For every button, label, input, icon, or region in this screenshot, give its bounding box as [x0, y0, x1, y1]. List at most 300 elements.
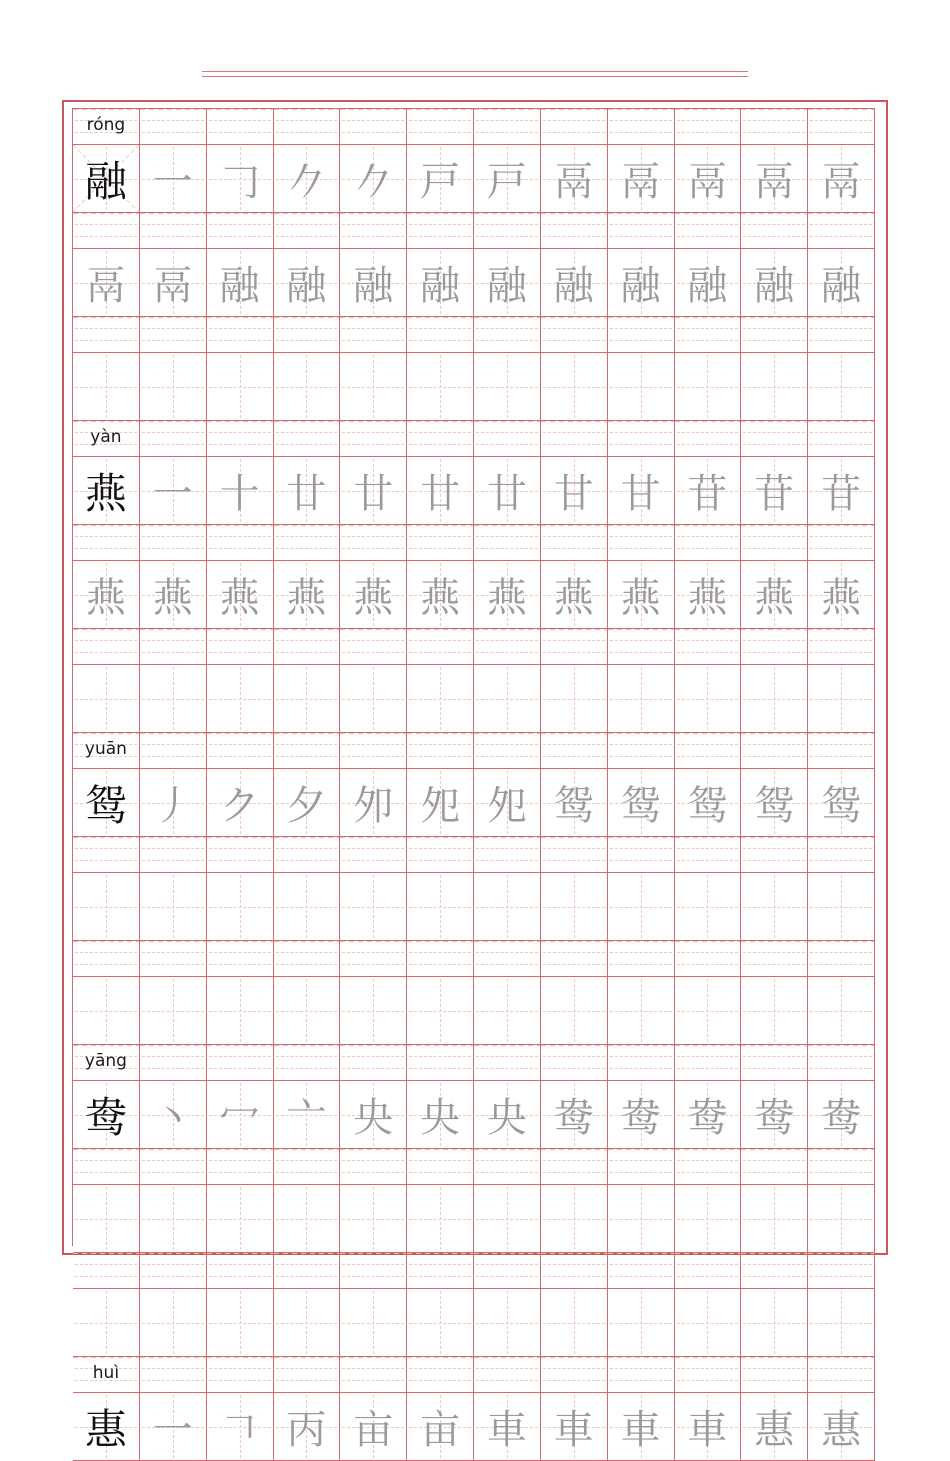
practice-cell: [207, 145, 274, 213]
practice-cell: [608, 769, 675, 837]
practice-cell: [73, 1393, 140, 1461]
practice-cell: [541, 249, 608, 317]
pinyin-cell: [207, 837, 274, 873]
practice-cell: [808, 873, 875, 941]
practice-cell: [608, 665, 675, 733]
pinyin-cell: [808, 941, 875, 977]
practice-cell: [207, 873, 274, 941]
pinyin-cell: [340, 733, 407, 769]
pinyin-cell: [675, 1357, 742, 1393]
pinyin-cell: [541, 941, 608, 977]
pinyin-cell: [140, 109, 207, 145]
pinyin-cell: [274, 213, 341, 249]
practice-cell: [140, 561, 207, 629]
stroke-order-glyph: 鸯: [821, 1095, 862, 1141]
stroke-order-glyph: 夘: [353, 783, 394, 829]
practice-cell: [741, 1185, 808, 1253]
pinyin-cell: [808, 421, 875, 457]
stroke-order-glyph: 鸳: [821, 783, 862, 829]
practice-cell: [407, 977, 474, 1045]
practice-cell: [608, 249, 675, 317]
stroke-order-glyph: 燕: [754, 575, 795, 621]
pinyin-cell: [541, 837, 608, 873]
practice-cell: [140, 457, 207, 525]
practice-cell: [741, 457, 808, 525]
pinyin-cell: [140, 1253, 207, 1289]
pinyin-cell: [140, 1149, 207, 1185]
practice-cell: [140, 873, 207, 941]
stroke-order-glyph: 廿: [286, 471, 327, 517]
pinyin-cell: [808, 1357, 875, 1393]
pinyin-cell: [274, 941, 341, 977]
pinyin-cell: [407, 1149, 474, 1185]
pinyin-cell: [741, 733, 808, 769]
pinyin-cell: [741, 1149, 808, 1185]
pinyin-cell: [340, 109, 407, 145]
stroke-order-glyph: 鬲: [754, 159, 795, 205]
practice-cell: [474, 769, 541, 837]
practice-cell: [541, 977, 608, 1045]
stroke-order-glyph: 鸳: [687, 783, 728, 829]
pinyin-label: huì: [92, 1363, 120, 1383]
practice-cell: [207, 977, 274, 1045]
practice-cell: [407, 769, 474, 837]
practice-cell: [675, 145, 742, 213]
pinyin-cell: [474, 317, 541, 353]
stroke-order-glyph: 鬲: [620, 159, 661, 205]
stroke-order-glyph: 車: [620, 1407, 661, 1453]
stroke-order-glyph: 鬲: [687, 159, 728, 205]
pinyin-cell: [340, 421, 407, 457]
stroke-order-glyph: 夕: [286, 783, 327, 829]
practice-cell: [340, 1393, 407, 1461]
pinyin-cell: [474, 629, 541, 665]
stroke-order-glyph: 甘: [620, 471, 661, 517]
pinyin-cell: [608, 1357, 675, 1393]
practice-cell: [407, 145, 474, 213]
pinyin-cell: [474, 941, 541, 977]
pinyin-cell: [207, 525, 274, 561]
stroke-order-glyph: 苷: [687, 471, 728, 517]
practice-cell: [608, 1185, 675, 1253]
pinyin-cell: [741, 421, 808, 457]
pinyin-cell: [407, 213, 474, 249]
pinyin-cell: [73, 1253, 140, 1289]
practice-cell: [274, 769, 341, 837]
pinyin-cell: [474, 1253, 541, 1289]
stroke-order-glyph: 惠: [754, 1407, 795, 1453]
pinyin-cell: [73, 1045, 140, 1081]
pinyin-cell: [741, 1045, 808, 1081]
practice-cell: [541, 1393, 608, 1461]
stroke-order-glyph: 央: [353, 1095, 394, 1141]
stroke-order-glyph: 戸: [486, 159, 527, 205]
stroke-order-glyph: 丙: [286, 1407, 327, 1453]
stroke-order-glyph: 融: [219, 263, 260, 309]
pinyin-cell: [675, 213, 742, 249]
pinyin-cell: [474, 1045, 541, 1081]
model-character: 惠: [84, 1404, 127, 1454]
pinyin-cell: [808, 1253, 875, 1289]
practice-cell: [808, 1185, 875, 1253]
stroke-order-glyph: 丿: [152, 783, 193, 829]
stroke-order-glyph: 𠂊: [286, 159, 327, 205]
stroke-order-glyph: 𠂊: [353, 159, 394, 205]
pinyin-cell: [675, 317, 742, 353]
pinyin-cell: [741, 109, 808, 145]
pinyin-cell: [474, 1357, 541, 1393]
pinyin-cell: [340, 525, 407, 561]
pinyin-cell: [541, 317, 608, 353]
practice-cell: [608, 457, 675, 525]
practice-cell: [73, 561, 140, 629]
practice-cell: [808, 561, 875, 629]
pinyin-cell: [808, 629, 875, 665]
practice-cell: [407, 1185, 474, 1253]
stroke-order-glyph: 亩: [420, 1407, 461, 1453]
practice-cell: [274, 353, 341, 421]
practice-cell: [808, 1289, 875, 1357]
pinyin-cell: [608, 317, 675, 353]
practice-cell: [474, 561, 541, 629]
pinyin-cell: [741, 1253, 808, 1289]
pinyin-cell: [73, 733, 140, 769]
practice-cell: [140, 353, 207, 421]
pinyin-cell: [407, 733, 474, 769]
stroke-order-glyph: 燕: [85, 575, 126, 621]
stroke-order-glyph: 𠃌: [219, 159, 260, 205]
stroke-order-glyph: 融: [553, 263, 594, 309]
pinyin-cell: [73, 525, 140, 561]
pinyin-cell: [741, 317, 808, 353]
practice-cell: [407, 873, 474, 941]
pinyin-cell: [608, 1253, 675, 1289]
stroke-order-glyph: 一: [152, 159, 193, 205]
practice-cell: [474, 353, 541, 421]
stroke-order-glyph: 央: [486, 1095, 527, 1141]
pinyin-cell: [608, 733, 675, 769]
practice-cell: [675, 561, 742, 629]
pinyin-cell: [808, 525, 875, 561]
model-character: 融: [84, 156, 127, 206]
stroke-order-glyph: 亩: [353, 1407, 394, 1453]
practice-cell: [608, 145, 675, 213]
stroke-order-glyph: 融: [353, 263, 394, 309]
pinyin-cell: [541, 1253, 608, 1289]
pinyin-cell: [407, 941, 474, 977]
practice-cell: [274, 665, 341, 733]
stroke-order-glyph: 鸯: [687, 1095, 728, 1141]
pinyin-cell: [808, 733, 875, 769]
pinyin-label: yuān: [84, 739, 127, 759]
practice-cell: [474, 977, 541, 1045]
practice-cell: [207, 457, 274, 525]
pinyin-cell: [474, 733, 541, 769]
practice-cell: [140, 1081, 207, 1149]
pinyin-cell: [407, 629, 474, 665]
pinyin-cell: [73, 317, 140, 353]
practice-cell: [675, 665, 742, 733]
pinyin-cell: [407, 317, 474, 353]
pinyin-cell: [340, 1045, 407, 1081]
stroke-order-glyph: 鸳: [620, 783, 661, 829]
practice-cell: [808, 145, 875, 213]
stroke-order-glyph: 車: [687, 1407, 728, 1453]
pinyin-cell: [808, 1149, 875, 1185]
pinyin-cell: [608, 421, 675, 457]
practice-cell: [73, 977, 140, 1045]
practice-cell: [340, 977, 407, 1045]
pinyin-cell: [340, 1253, 407, 1289]
pinyin-cell: [541, 109, 608, 145]
pinyin-cell: [474, 421, 541, 457]
practice-cell: [340, 665, 407, 733]
pinyin-cell: [541, 213, 608, 249]
practice-cell: [474, 457, 541, 525]
practice-cell: [474, 873, 541, 941]
pinyin-cell: [608, 941, 675, 977]
practice-cell: [407, 561, 474, 629]
stroke-order-glyph: 惠: [821, 1407, 862, 1453]
title-rule-bottom: [202, 76, 748, 77]
practice-cell: [274, 249, 341, 317]
pinyin-cell: [474, 837, 541, 873]
pinyin-cell: [808, 317, 875, 353]
pinyin-cell: [274, 109, 341, 145]
pinyin-cell: [741, 1357, 808, 1393]
pinyin-cell: [274, 317, 341, 353]
practice-cell: [407, 1081, 474, 1149]
stroke-order-glyph: 一: [152, 1407, 193, 1453]
practice-cell: [608, 977, 675, 1045]
practice-cell: [474, 249, 541, 317]
pinyin-cell: [608, 213, 675, 249]
practice-cell: [541, 665, 608, 733]
pinyin-cell: [207, 1253, 274, 1289]
model-character: 鸳: [84, 780, 127, 830]
pinyin-cell: [541, 733, 608, 769]
stroke-order-glyph: 鬲: [821, 159, 862, 205]
pinyin-cell: [675, 1045, 742, 1081]
stroke-order-glyph: 甘: [553, 471, 594, 517]
pinyin-cell: [808, 1045, 875, 1081]
practice-cell: [541, 457, 608, 525]
stroke-order-glyph: 融: [754, 263, 795, 309]
stroke-order-glyph: 鬲: [85, 263, 126, 309]
pinyin-cell: [207, 1149, 274, 1185]
stroke-order-glyph: 燕: [620, 575, 661, 621]
practice-cell: [474, 1393, 541, 1461]
pinyin-cell: [340, 1357, 407, 1393]
practice-cell: [675, 873, 742, 941]
practice-cell: [274, 1393, 341, 1461]
pinyin-cell: [340, 837, 407, 873]
practice-cell: [207, 1081, 274, 1149]
pinyin-cell: [140, 941, 207, 977]
practice-cell: [73, 1081, 140, 1149]
pinyin-cell: [207, 1357, 274, 1393]
practice-cell: [140, 977, 207, 1045]
pinyin-cell: [474, 525, 541, 561]
pinyin-cell: [140, 421, 207, 457]
pinyin-cell: [274, 733, 341, 769]
pinyin-cell: [608, 525, 675, 561]
stroke-order-glyph: 燕: [286, 575, 327, 621]
pinyin-label: yāng: [84, 1051, 127, 1071]
pinyin-cell: [274, 629, 341, 665]
practice-cell: [741, 561, 808, 629]
practice-cell: [741, 1081, 808, 1149]
practice-cell: [340, 457, 407, 525]
practice-cell: [675, 1289, 742, 1357]
stroke-order-glyph: 鸯: [553, 1095, 594, 1141]
practice-cell: [808, 1081, 875, 1149]
practice-cell: [274, 561, 341, 629]
pinyin-cell: [608, 1045, 675, 1081]
stroke-order-glyph: 燕: [353, 575, 394, 621]
pinyin-cell: [541, 1357, 608, 1393]
stroke-order-glyph: 車: [486, 1407, 527, 1453]
practice-cell: [675, 769, 742, 837]
pinyin-cell: [741, 941, 808, 977]
practice-cell: [541, 873, 608, 941]
practice-cell: [808, 769, 875, 837]
practice-cell: [741, 353, 808, 421]
practice-cell: [741, 769, 808, 837]
practice-cell: [741, 145, 808, 213]
practice-cell: [608, 561, 675, 629]
practice-cell: [140, 1185, 207, 1253]
pinyin-cell: [741, 837, 808, 873]
pinyin-cell: [140, 837, 207, 873]
pinyin-cell: [541, 629, 608, 665]
practice-cell: [675, 457, 742, 525]
pinyin-cell: [541, 1045, 608, 1081]
stroke-order-glyph: 𠃍: [219, 1407, 260, 1453]
practice-cell: [608, 1393, 675, 1461]
practice-cell: [73, 353, 140, 421]
pinyin-cell: [207, 421, 274, 457]
stroke-order-glyph: 燕: [152, 575, 193, 621]
practice-cell: [541, 1289, 608, 1357]
practice-cell: [541, 1185, 608, 1253]
pinyin-cell: [675, 941, 742, 977]
stroke-order-glyph: 鸳: [754, 783, 795, 829]
pinyin-cell: [474, 213, 541, 249]
practice-grid: [72, 108, 875, 1454]
practice-cell: [675, 1081, 742, 1149]
pinyin-cell: [207, 941, 274, 977]
stroke-order-glyph: 融: [486, 263, 527, 309]
pinyin-cell: [274, 1357, 341, 1393]
stroke-order-glyph: 廿: [420, 471, 461, 517]
pinyin-cell: [73, 109, 140, 145]
practice-cell: [675, 353, 742, 421]
practice-cell: [207, 665, 274, 733]
stroke-order-glyph: 融: [420, 263, 461, 309]
practice-cell: [207, 769, 274, 837]
stroke-order-glyph: 車: [553, 1407, 594, 1453]
stroke-order-glyph: 鸯: [754, 1095, 795, 1141]
practice-cell: [340, 1081, 407, 1149]
practice-cell: [340, 769, 407, 837]
pinyin-cell: [207, 317, 274, 353]
stroke-order-glyph: 燕: [486, 575, 527, 621]
pinyin-cell: [207, 109, 274, 145]
pinyin-cell: [73, 421, 140, 457]
practice-cell: [407, 1393, 474, 1461]
stroke-order-glyph: 鬲: [152, 263, 193, 309]
pinyin-cell: [340, 213, 407, 249]
pinyin-cell: [407, 525, 474, 561]
pinyin-cell: [608, 1149, 675, 1185]
title-rule-top: [202, 71, 748, 72]
practice-cell: [608, 1081, 675, 1149]
pinyin-cell: [407, 109, 474, 145]
model-character: 燕: [84, 468, 127, 518]
pinyin-cell: [675, 837, 742, 873]
practice-cell: [274, 1081, 341, 1149]
practice-cell: [541, 561, 608, 629]
stroke-order-glyph: 央: [420, 1095, 461, 1141]
pinyin-cell: [207, 213, 274, 249]
practice-cell: [207, 249, 274, 317]
pinyin-cell: [274, 1149, 341, 1185]
pinyin-cell: [274, 421, 341, 457]
pinyin-cell: [808, 213, 875, 249]
stroke-order-glyph: 燕: [553, 575, 594, 621]
pinyin-cell: [407, 1045, 474, 1081]
pinyin-label: yàn: [90, 427, 122, 447]
practice-cell: [608, 873, 675, 941]
pinyin-cell: [608, 109, 675, 145]
pinyin-cell: [73, 1357, 140, 1393]
stroke-order-glyph: 丶: [152, 1095, 193, 1141]
pinyin-cell: [474, 1149, 541, 1185]
stroke-order-glyph: 夗: [486, 783, 527, 829]
pinyin-cell: [741, 213, 808, 249]
practice-cell: [407, 457, 474, 525]
stroke-order-glyph: 廿: [486, 471, 527, 517]
pinyin-cell: [140, 629, 207, 665]
practice-cell: [675, 977, 742, 1045]
practice-cell: [808, 249, 875, 317]
practice-cell: [474, 145, 541, 213]
practice-cell: [541, 145, 608, 213]
pinyin-cell: [741, 629, 808, 665]
stroke-order-glyph: 戸: [420, 159, 461, 205]
stroke-order-glyph: 鸯: [620, 1095, 661, 1141]
practice-cell: [474, 1185, 541, 1253]
pinyin-cell: [140, 1045, 207, 1081]
pinyin-cell: [808, 837, 875, 873]
practice-cell: [474, 1081, 541, 1149]
pinyin-cell: [608, 837, 675, 873]
practice-cell: [741, 873, 808, 941]
pinyin-cell: [274, 1253, 341, 1289]
pinyin-cell: [207, 1045, 274, 1081]
pinyin-cell: [474, 109, 541, 145]
practice-cell: [274, 977, 341, 1045]
stroke-order-glyph: 融: [286, 263, 327, 309]
practice-cell: [808, 353, 875, 421]
pinyin-cell: [140, 317, 207, 353]
practice-cell: [73, 873, 140, 941]
pinyin-cell: [675, 109, 742, 145]
practice-cell: [274, 873, 341, 941]
pinyin-cell: [608, 629, 675, 665]
pinyin-label: róng: [86, 115, 126, 135]
